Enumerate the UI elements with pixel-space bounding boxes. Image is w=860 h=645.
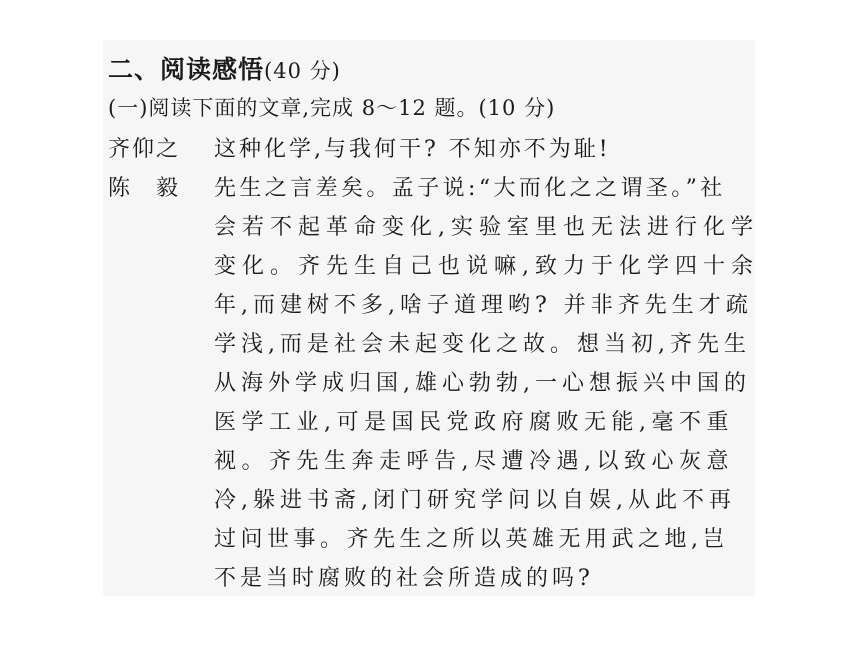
section-score: (40 分)	[264, 59, 341, 83]
speech-line: 冷,躲进书斋,闭门研究学问以自娱,从此不再	[214, 488, 736, 513]
speech-line: 变化。齐先生自己也说嘛,致力于化学四十余	[214, 254, 759, 279]
speech-line: 从海外学成归国,雄心勃勃,一心想振兴中国的	[214, 371, 751, 396]
speech-line: 年,而建树不多,啥子道理哟? 并非齐先生才疏	[214, 293, 753, 318]
speech-line: 会若不起革命变化,实验室里也无法进行化学	[214, 215, 759, 240]
speech-line: 视。齐先生奔走呼告,尽遭冷遇,以致心灰意	[214, 449, 734, 474]
section-title: 二、阅读感悟	[108, 55, 265, 84]
speech-line: 先生之言差矣。孟子说:“大而化之之谓圣。”社	[214, 176, 726, 201]
passage-instruction: (一)阅读下面的文章,完成 8～12 题。(10 分)	[108, 96, 556, 120]
speech-line: 过问世事。齐先生之所以英雄无用武之地,岂	[214, 527, 729, 552]
speech-line: 不是当时腐败的社会所造成的吗?	[214, 566, 594, 591]
speech-line: 学浅,而是社会未起变化之故。想当初,齐先生	[214, 332, 751, 357]
speech-line: 这种化学,与我何干? 不知亦不为耻!	[214, 137, 611, 162]
speaker-name: 陈 毅	[108, 176, 181, 201]
section-heading	[108, 50, 341, 86]
speech-line: 医学工业,可是国民党政府腐败无能,毫不重	[214, 410, 734, 435]
speaker-name: 齐仰之	[108, 137, 181, 162]
